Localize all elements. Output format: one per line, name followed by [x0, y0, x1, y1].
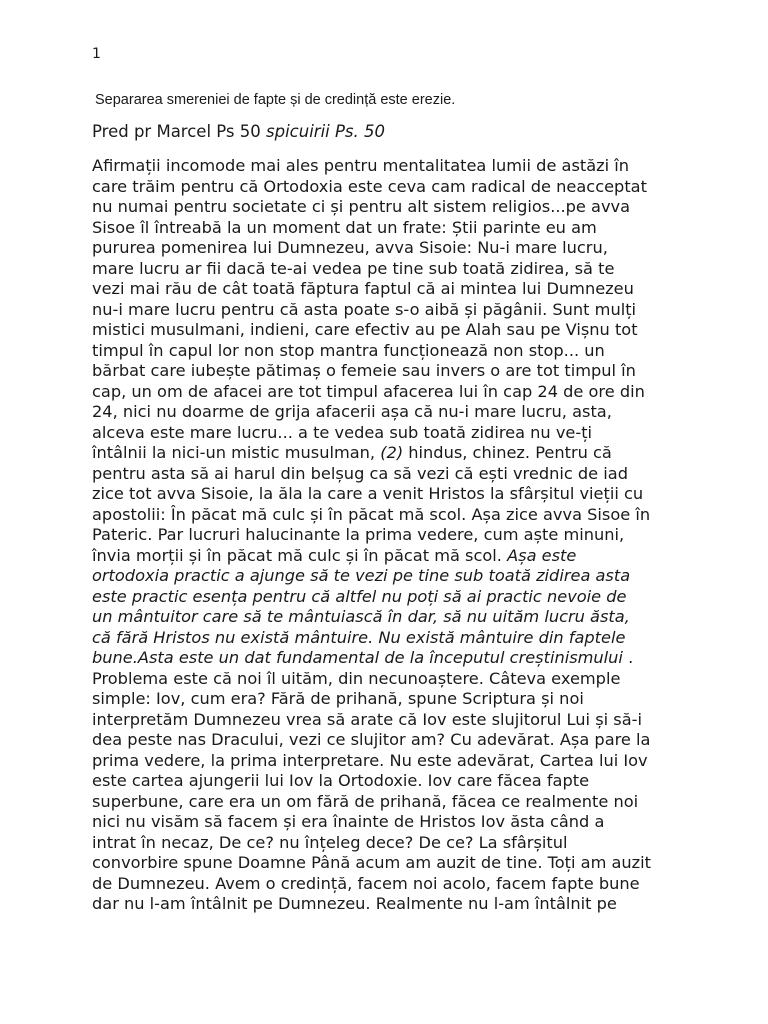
text-line — [92, 341, 692, 362]
text-segment: dar nu l-am întâlnit pe Dumnezeu. Realmente nu l-am întâlnit pe — [92, 894, 617, 913]
heading-italic: spicuirii Ps. 50 — [266, 122, 386, 141]
text-segment: . — [622, 648, 634, 667]
text-line — [92, 443, 692, 464]
text-line — [92, 894, 692, 915]
text-segment: cap, un om de afacei are tot timpul afacerea lui în cap 24 de ore din — [92, 381, 645, 401]
text-segment: pururea pomenirea lui Dumnezeu, avva Sisoie: Nu-i mare lucru, — [92, 238, 608, 257]
text-segment: convorbire spune Doamne Până acum am auzit de tine. Toți am auzit — [92, 853, 652, 872]
text-line — [92, 361, 692, 382]
text-segment: hindus, chinez. Pentru că — [403, 443, 612, 462]
text-segment: alceva este mare lucru... a te vedea sub toată zidirea nu ve-ți — [92, 422, 593, 442]
text-segment: nu-i mare lucru pentru că asta poate s-o aibă și păgânii. Sunt mulți — [92, 299, 637, 319]
text-segment: interpretăm Dumnezeu vrea să arate că Iov este slujitorul Lui și să-i — [92, 709, 642, 729]
text-segment: că fără Hristos nu există mântuire. Nu există mântuire din faptele — [92, 627, 626, 647]
text-line — [92, 423, 692, 444]
text-segment: întâlnii la nici-un mistic musulman, — [92, 443, 381, 462]
text-segment: mare lucru ar fii dacă te-ai vedea pe tine sub toată zidirea, să te — [92, 258, 615, 278]
text-line — [92, 218, 692, 239]
text-segment: prima vedere, la prima interpretare. Nu este adevărat, Cartea lui Iov — [92, 750, 648, 770]
text-line — [92, 648, 692, 669]
text-segment: 24, nici nu doarme de grija afacerii așa că nu-i mare lucru, asta, — [92, 402, 612, 421]
text-line — [92, 730, 692, 751]
text-line — [92, 156, 692, 177]
text-segment: de Dumnezeu. Avem o credință, facem noi acolo, facem fapte bune — [92, 873, 640, 893]
text-segment: Problema este că noi îl uităm, din necunoaștere. Câteva exemple — [92, 668, 621, 688]
text-line — [92, 279, 692, 300]
text-segment: vezi mai rău de cât toată făptura faptul că ai mintea lui Dumnezeu — [92, 279, 634, 298]
text-segment: care trăim pentru că Ortodoxia este ceva cam radical de neacceptat — [92, 176, 647, 196]
text-segment: Afirmații incomode mai ales pentru mentalitatea lumii de astăzi în — [92, 156, 630, 175]
text-line — [92, 628, 692, 649]
text-segment: este cartea ajungerii lui Iov la Ortodoxie. Iov care făcea fapte — [92, 771, 590, 790]
text-line — [92, 751, 692, 772]
text-line — [92, 771, 692, 792]
text-segment: timpul în capul lor non stop mantra funcționează non stop... un — [92, 340, 605, 360]
text-line — [92, 689, 692, 710]
text-line — [92, 484, 692, 505]
text-line — [92, 792, 692, 813]
text-segment: mistici musulmani, indieni, care efectiv au pe Alah sau pe Vișnu tot — [92, 320, 638, 339]
text-line — [92, 812, 692, 833]
text-line — [92, 505, 692, 526]
text-segment: nici nu visăm să facem și era înainte de Hristos Iov ăsta când a — [92, 812, 605, 831]
text-line — [92, 833, 692, 854]
text-segment: nu numai pentru societate ci și pentru alt sistem religios...pe avva — [92, 197, 631, 216]
text-line — [92, 177, 692, 198]
text-segment: intrat în necaz, De ce? nu înțeleg dece? De ce? La sfârșitul — [92, 832, 568, 852]
text-segment: Pateric. Par lucruri halucinante la prima vedere, cum aște minuni, — [92, 525, 625, 544]
text-segment: Sisoe îl întreabă la un moment dat un frate: Știi parinte eu am — [92, 217, 597, 237]
text-line — [92, 607, 692, 628]
text-segment: dea peste nas Dracului, vezi ce slujitor am? Cu adevărat. Așa pare la — [92, 730, 651, 749]
text-segment: este practic esența pentru că altfel nu poți să ai practic nevoie de — [92, 586, 627, 606]
text-segment: (2) — [380, 443, 404, 462]
document-heading — [92, 122, 385, 141]
heading-main: Pred pr Marcel Ps 50 — [92, 122, 267, 141]
text-line — [92, 853, 692, 874]
text-line — [92, 259, 692, 280]
text-segment: zice tot avva Sisoie, la ăla la care a venit Hristos la sfârșitul vieții cu — [92, 484, 644, 503]
text-line — [92, 566, 692, 587]
text-line — [92, 238, 692, 259]
text-line — [92, 669, 692, 690]
text-segment: bărbat care iubește pătimaș o femeie sau invers o are tot timpul în — [92, 361, 636, 380]
text-line — [92, 464, 692, 485]
text-line — [92, 587, 692, 608]
text-line — [92, 874, 692, 895]
text-segment: învia morții și în păcat mă culc și în păcat mă scol. — [92, 545, 508, 565]
text-line — [92, 546, 692, 567]
text-line — [92, 320, 692, 341]
body-text — [92, 156, 692, 915]
text-segment: un mântuitor care să te mântuiască în dar, să nu uităm lucru ăsta, — [92, 607, 630, 626]
document-subtitle: Separarea smereniei de fapte și de credință este erezie. — [95, 92, 456, 108]
text-segment: Așa este — [507, 545, 577, 565]
text-line — [92, 710, 692, 731]
text-line — [92, 525, 692, 546]
text-line — [92, 197, 692, 218]
text-segment: superbune, care era un om fără de prihană, făcea ce realmente noi — [92, 791, 639, 811]
text-segment: pentru asta să ai harul din belșug ca să vezi că ești vrednic de iad — [92, 463, 628, 483]
text-segment: apostolii: În păcat mă culc și în păcat mă scol. Așa zice avva Sisoe în — [92, 504, 651, 524]
text-segment: ortodoxia practic a ajunge să te vezi pe tine sub toată zidirea asta — [92, 566, 631, 585]
text-segment: bune.Asta este un dat fundamental de la începutul creștinismului — [92, 648, 623, 667]
text-line — [92, 402, 692, 423]
text-line — [92, 300, 692, 321]
text-line — [92, 382, 692, 403]
page-number: 1 — [92, 46, 101, 62]
text-segment: simple: Iov, cum era? Fără de prihană, spune Scriptura și noi — [92, 689, 584, 708]
